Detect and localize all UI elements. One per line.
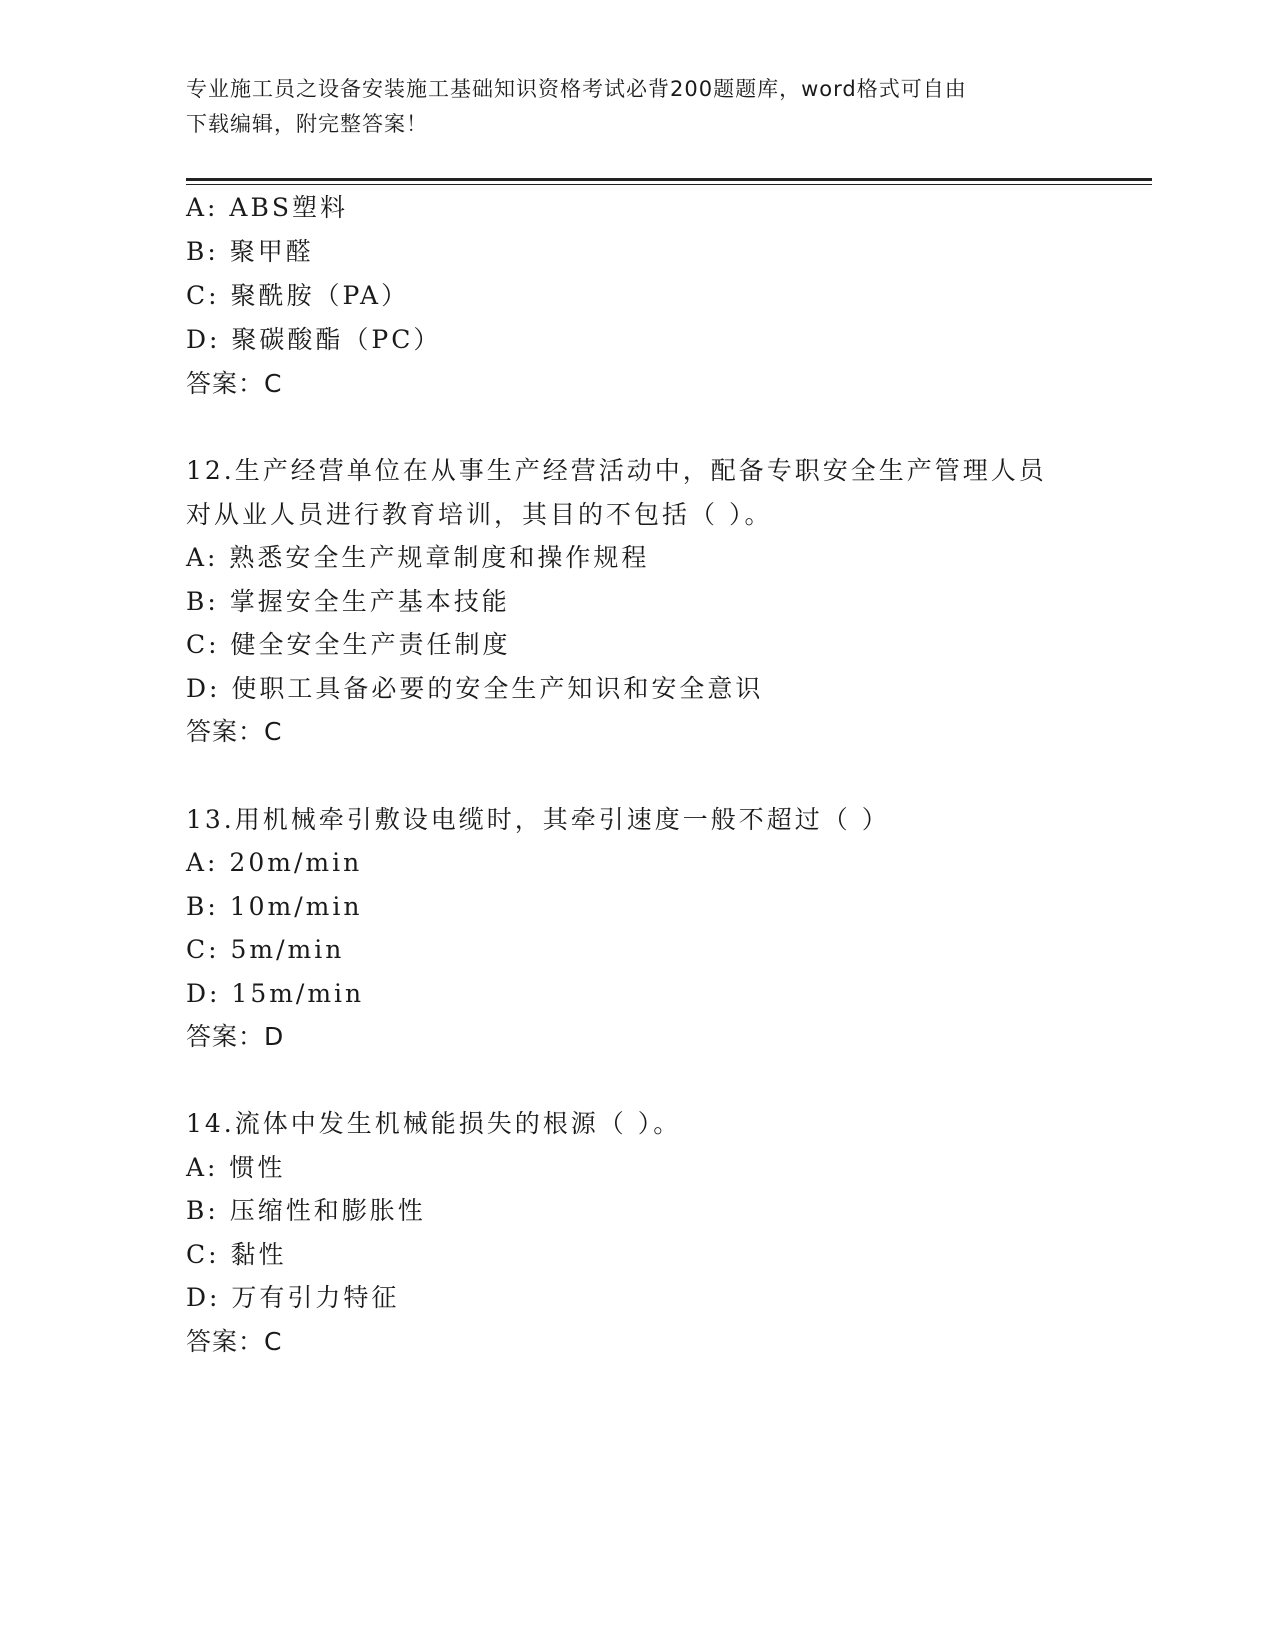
q12-option-b: B: 掌握安全生产基本技能 (186, 587, 510, 616)
q12-stem-line-2: 对从业人员进行教育培训，其目的不包括（ ）。 (186, 500, 773, 529)
q14-stem-line-1: 14.流体中发生机械能损失的根源（ ）。 (186, 1109, 682, 1138)
q13-option-a: A: 20m/min (186, 848, 363, 877)
header-rule-thick (186, 178, 1152, 181)
q11-option-d: D: 聚碳酸酯（PC） (186, 325, 442, 354)
q14-answer: 答案：C (186, 1327, 283, 1356)
header-line-2: 下载编辑，附完整答案！ (186, 112, 428, 136)
q13-stem-line-1: 13.用机械牵引敷设电缆时，其牵引速度一般不超过（ ） (186, 805, 890, 834)
q14-option-d: D: 万有引力特征 (186, 1283, 400, 1312)
q13-option-b: B: 10m/min (186, 892, 363, 921)
q12-stem-line-1: 12.生产经营单位在从事生产经营活动中，配备专职安全生产管理人员 (186, 456, 1047, 485)
q12-option-d: D: 使职工具备必要的安全生产知识和安全意识 (186, 674, 764, 703)
q14-option-c: C: 黏性 (186, 1240, 287, 1269)
q13-option-c: C: 5m/min (186, 935, 345, 964)
header-rule-thin (186, 184, 1152, 185)
header-line-1: 专业施工员之设备安装施工基础知识资格考试必背200题题库，word格式可自由 (186, 77, 967, 101)
document-header (186, 72, 1066, 142)
q12-option-a: A: 熟悉安全生产规章制度和操作规程 (186, 543, 650, 572)
q11-answer: 答案：C (186, 369, 283, 398)
q13-answer: 答案：D (186, 1022, 285, 1051)
q13-option-d: D: 15m/min (186, 979, 365, 1008)
q14-option-b: B: 压缩性和膨胀性 (186, 1196, 426, 1225)
q12-answer: 答案：C (186, 717, 283, 746)
q11-option-c: C: 聚酰胺（PA） (186, 281, 410, 310)
q14-option-a: A: 惯性 (186, 1153, 286, 1182)
q11-option-a: A: ABS塑料 (186, 193, 348, 222)
q11-option-b: B: 聚甲醛 (186, 237, 314, 266)
q12-option-c: C: 健全安全生产责任制度 (186, 630, 511, 659)
